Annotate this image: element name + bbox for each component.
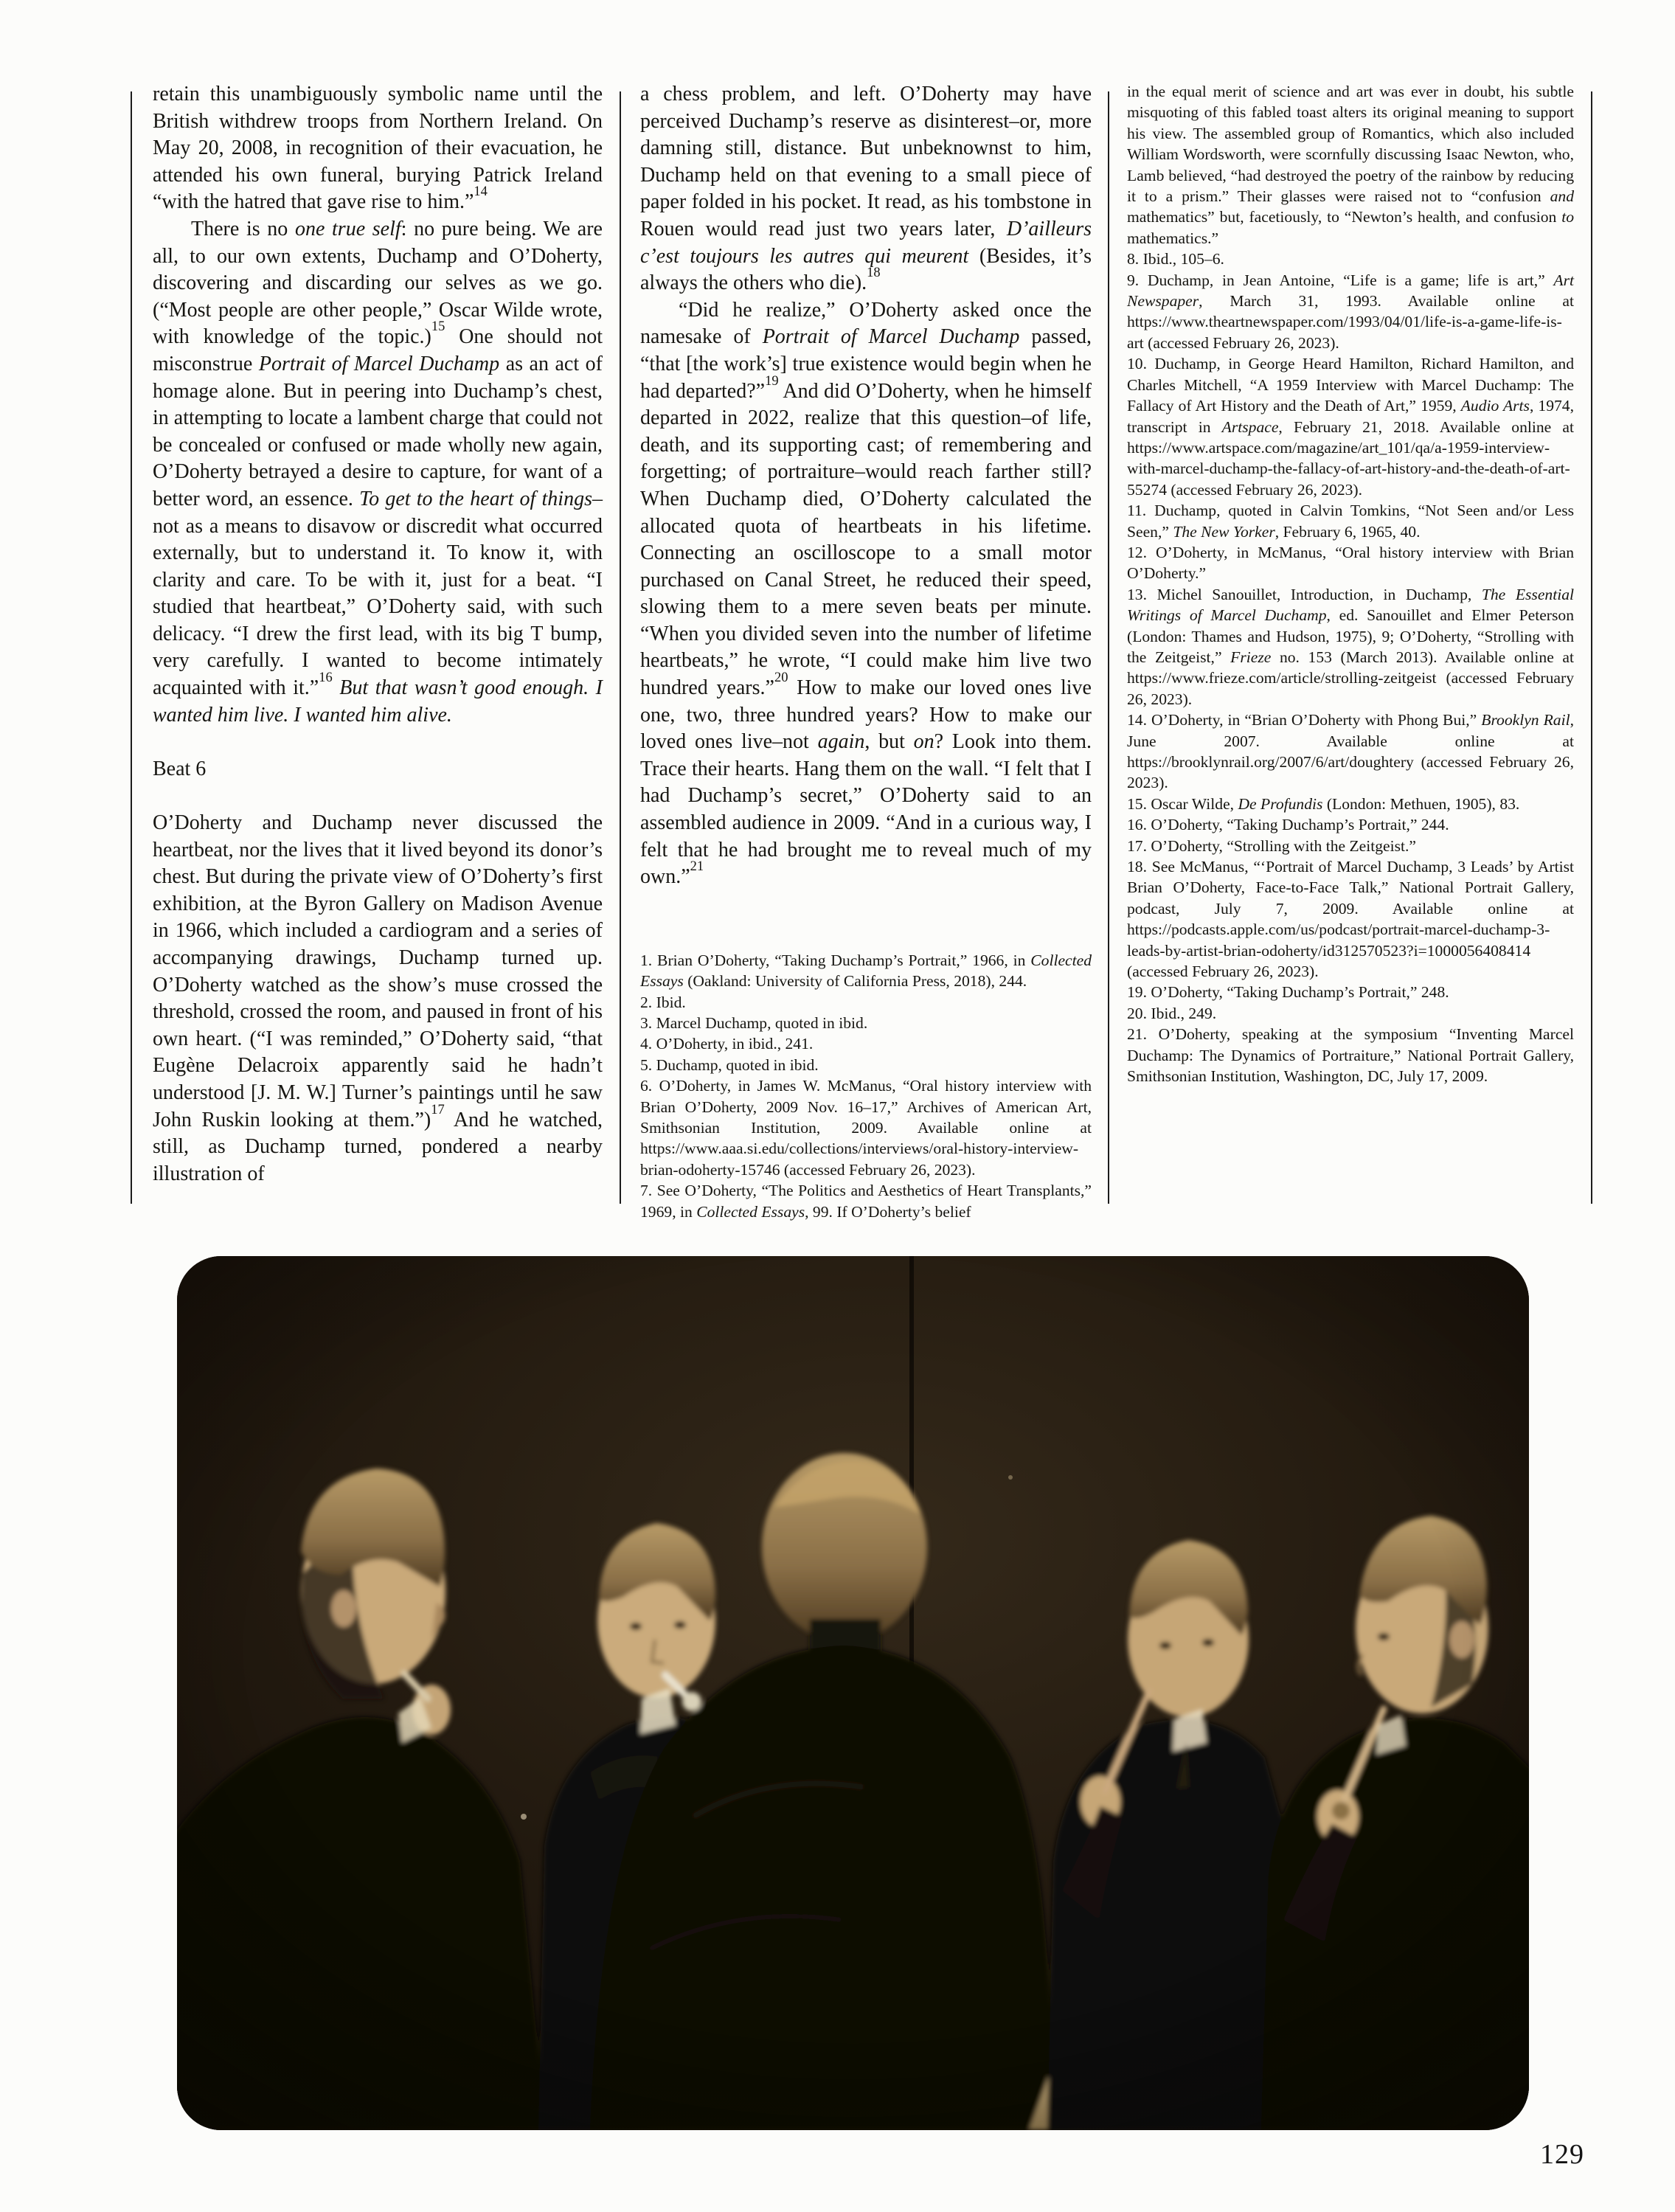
footnote: 9. Duchamp, in Jean Antoine, “Life is a game; life is art,” Art Newspaper, March 31, 1993. Available online at https://www.theartnewspaper.com/1993/04/01/life-is-a-game-life-is-art (accessed February 26, 2023). (1127, 271, 1574, 352)
footnote: 8. Ibid., 105–6. (1127, 250, 1224, 268)
footnote: 19. O’Doherty, “Taking Duchamp’s Portrait,” 248. (1127, 983, 1449, 1002)
endnotes-column (1127, 81, 1574, 1087)
column-2-main-text (640, 81, 1092, 891)
footnote: 21. O’Doherty, speaking at the symposium “Inventing Marcel Duchamp: The Dynamics of Portraiture,” National Portrait Gallery, Smithsonian Institution, Washington, DC, July 17, 2009. (1127, 1025, 1574, 1086)
footnote: 4. O’Doherty, in ibid., 241. (640, 1035, 814, 1053)
paragraph: “Did he realize,” O’Doherty asked once the namesake of Portrait of Marcel Duchamp passed, “that [the work’s] true existence would begin when he had departed?”$^{19}$ And did O’Doherty, when he himself departed in 2022, realize that this question–of life, death, and its supporting cast; of remembering and forgetting; of portraiture–would reach farther still? When Duchamp died, O’Doherty calculated the allocated quota of heartbeats in his lifetime. Connecting an oscilloscope to a small motor purchased on Canal Street, he reduced their speed, slowing them to a mere seven beats per minute. “When you divided seven into the number of lifetime heartbeats,” he wrote, “I could make him live two hundred years.”$^{20}$ How to make our loved ones live one, two, three hundred years? How to make our loved ones live–not again, but on? Look into them. Trace their hearts. Hang them on the wall. “I felt that I had Duchamp’s secret,” O’Doherty said to an assembled audience in 2009. “And in a curious way, I felt that he had brought me to reveal much of my own.”$^{21}$ (640, 298, 1092, 889)
footnote: 15. Oscar Wilde, De Profundis (London: Methuen, 1905), 83. (1127, 794, 1520, 813)
footnote: 6. O’Doherty, in James W. McManus, “Oral history interview with Brian O’Doherty, 2009 Nov. 16–17,” Archives of American Art, Smithsonian Institution, 2009. Available online at https://www.aaa.si.edu/collections/interviews/oral-history-interview-brian-odoherty-15746 (accessed February 26, 2023). (640, 1077, 1092, 1179)
footnote: 2. Ibid. (640, 993, 686, 1011)
footnote: 13. Michel Sanouillet, Introduction, in Duchamp, The Essential Writings of Marcel Duchamp, ed. Sanouillet and Elmer Peterson (London: Thames and Hudson, 1975), 9; O’Doherty, “Strolling with the Zeitgeist,” Frieze no. 153 (March 2013). Available online at https://www.frieze.com/article/strolling-zeitgeist (accessed February 26, 2023). (1127, 585, 1575, 708)
column-rule-right (1591, 91, 1592, 1204)
paragraph: retain this unambiguously symbolic name until the British withdrew troops from Northern Ireland. On May 20, 2008, in recognition of their evacuation, he attended his own funeral, burying Patrick Ireland “with the hatred that gave rise to him.”$^{14}$ (153, 83, 603, 214)
five-way-portrait-illustration (177, 1256, 1529, 2130)
footnote: 16. O’Doherty, “Taking Duchamp’s Portrait,” 244. (1127, 816, 1449, 834)
footnote: 17. O’Doherty, “Strolling with the Zeitgeist.” (1127, 836, 1417, 855)
paragraph: There is no one true self: no pure being. We are all, to our own extents, Duchamp and O’Doherty, discovering and discarding our selves as we go. (“Most people are other people,” Oscar Wilde wrote, with knowledge of the topic.)$^{15}$ One should not misconstrue Portrait of Marcel Duchamp as an act of homage alone. But in peering into Duchamp’s chest, in attempting to locate a lambent charge that could not be concealed or confused or made wholly new again, O’Doherty betrayed a desire to capture, for want of a better word, an essence. To get to the heart of things–not as a means to disavow or discredit what occurred externally, but to understand it. To know it, with clarity and care. To be with it, just for a beat. “I studied that heartbeat,” O’Doherty said, with such delicacy. “I drew the first lead, with its big T bump, very carefully. I wanted to become intimately acquainted with it.”$^{16}$ But that wasn’t good enough. I wanted him live. I wanted him alive. (153, 217, 603, 727)
footnote: 3. Marcel Duchamp, quoted in ibid. (640, 1014, 868, 1033)
footnote: 7. See O’Doherty, “The Politics and Aesthetics of Heart Transplants,” 1969, in Collected Essays, 99. If O’Doherty’s belief (640, 1182, 1092, 1221)
column-rule-mid-right (1108, 91, 1109, 1204)
paragraph: O’Doherty and Duchamp never discussed the heartbeat, nor the lives that it lived beyond its donor’s chest. But during the private view of O’Doherty’s first exhibition, at the Byron Gallery on Madison Avenue in 1966, which included a cardiogram and a series of accompanying drawings, Duchamp turned up. O’Doherty watched as the show’s muse crossed the threshold, crossed the room, and paused in front of his own heart. (“I was reminded,” O’Doherty said, “that Eugène Delacroix apparently said he hadn’t understood [J. M. W.] Turner’s paintings until he saw John Ruskin looking at them.”)$^{17}$ And he watched, still, as Duchamp turned, pondered a nearby illustration of (153, 811, 603, 1185)
footnote: 10. Duchamp, in George Heard Hamilton, Richard Hamilton, and Charles Mitchell, “A 1959 Interview with Marcel Duchamp: The Fallacy of Art History and the Death of Art,” 1959, Audio Arts, 1974, transcript in Artspace, February 21, 2018. Available online at https://www.artspace.com/magazine/art_101/qa/a-1959-interview-with-marcel-duchamp-the-fallacy-of-art-history-and-the-death-of-art-55274 (accessed February 26, 2023). (1127, 355, 1575, 499)
column-rule-mid-left (620, 91, 621, 1204)
footnote: in the equal merit of science and art was ever in doubt, his subtle misquoting of this fabled toast alters its original meaning to support his view. The assembled group of Romantics, which also included William Wordsworth, were scornfully discussing Isaac Newton, who, Lamb believed, “had destroyed the poetry of the rainbow by reducing it to a prism.” Their glasses were raised not to “confusion and mathematics” but, facetiously, to “Newton’s health, and confusion to mathematics.” (1127, 83, 1574, 247)
footnote: 5. Duchamp, quoted in ibid. (640, 1055, 819, 1074)
footnotes-block (640, 950, 1092, 1222)
five-way-portrait-photo (177, 1256, 1529, 2130)
footnote: 11. Duchamp, quoted in Calvin Tomkins, “Not Seen and/or Less Seen,” The New Yorker, February 6, 1965, 40. (1127, 502, 1574, 541)
text-column-1 (153, 81, 603, 1188)
footnote: 18. See McManus, “‘Portrait of Marcel Duchamp, 3 Leads’ by Artist Brian O’Doherty, Face-to-Face Talk,” National Portrait Gallery, podcast, July 7, 2009. Available online at https://podcasts.apple.com/us/podcast/portrait-marcel-duchamp-3-leads-by-artist-brian-odoherty/id312570523?i=1000056408414 (accessed February 26, 2023). (1127, 858, 1574, 981)
footnote: 20. Ibid., 249. (1127, 1004, 1217, 1022)
footnote: 12. O’Doherty, in McManus, “Oral history interview with Brian O’Doherty.” (1127, 543, 1574, 583)
footnote: 14. O’Doherty, in “Brian O’Doherty with Phong Bui,” Brooklyn Rail, June 2007. Available online at https://brooklynrail.org/2007/6/art/doughtery (accessed February 26, 2023). (1127, 711, 1574, 792)
page-number: 129 (1540, 2139, 1584, 2170)
footnote: 1. Brian O’Doherty, “Taking Duchamp’s Portrait,” 1966, in Collected Essays (Oakland: University of California Press, 2018), 244. (640, 951, 1092, 991)
photo-vignette (177, 1256, 1529, 2130)
section-heading: Beat 6 (153, 757, 207, 780)
text-column-2 (640, 81, 1092, 1222)
paragraph: a chess problem, and left. O’Doherty may have perceived Duchamp’s reserve as disinterest–or, more damning still, distance. But unbeknownst to him, Duchamp held on that evening to a small piece of paper folded in his pocket. It read, as his tombstone in Rouen would read just two years later, D’ailleurs c’est toujours les autres qui meurent (Besides, it’s always the others who die).$^{18}$ (640, 83, 1092, 295)
column-rule-left (131, 91, 132, 1204)
